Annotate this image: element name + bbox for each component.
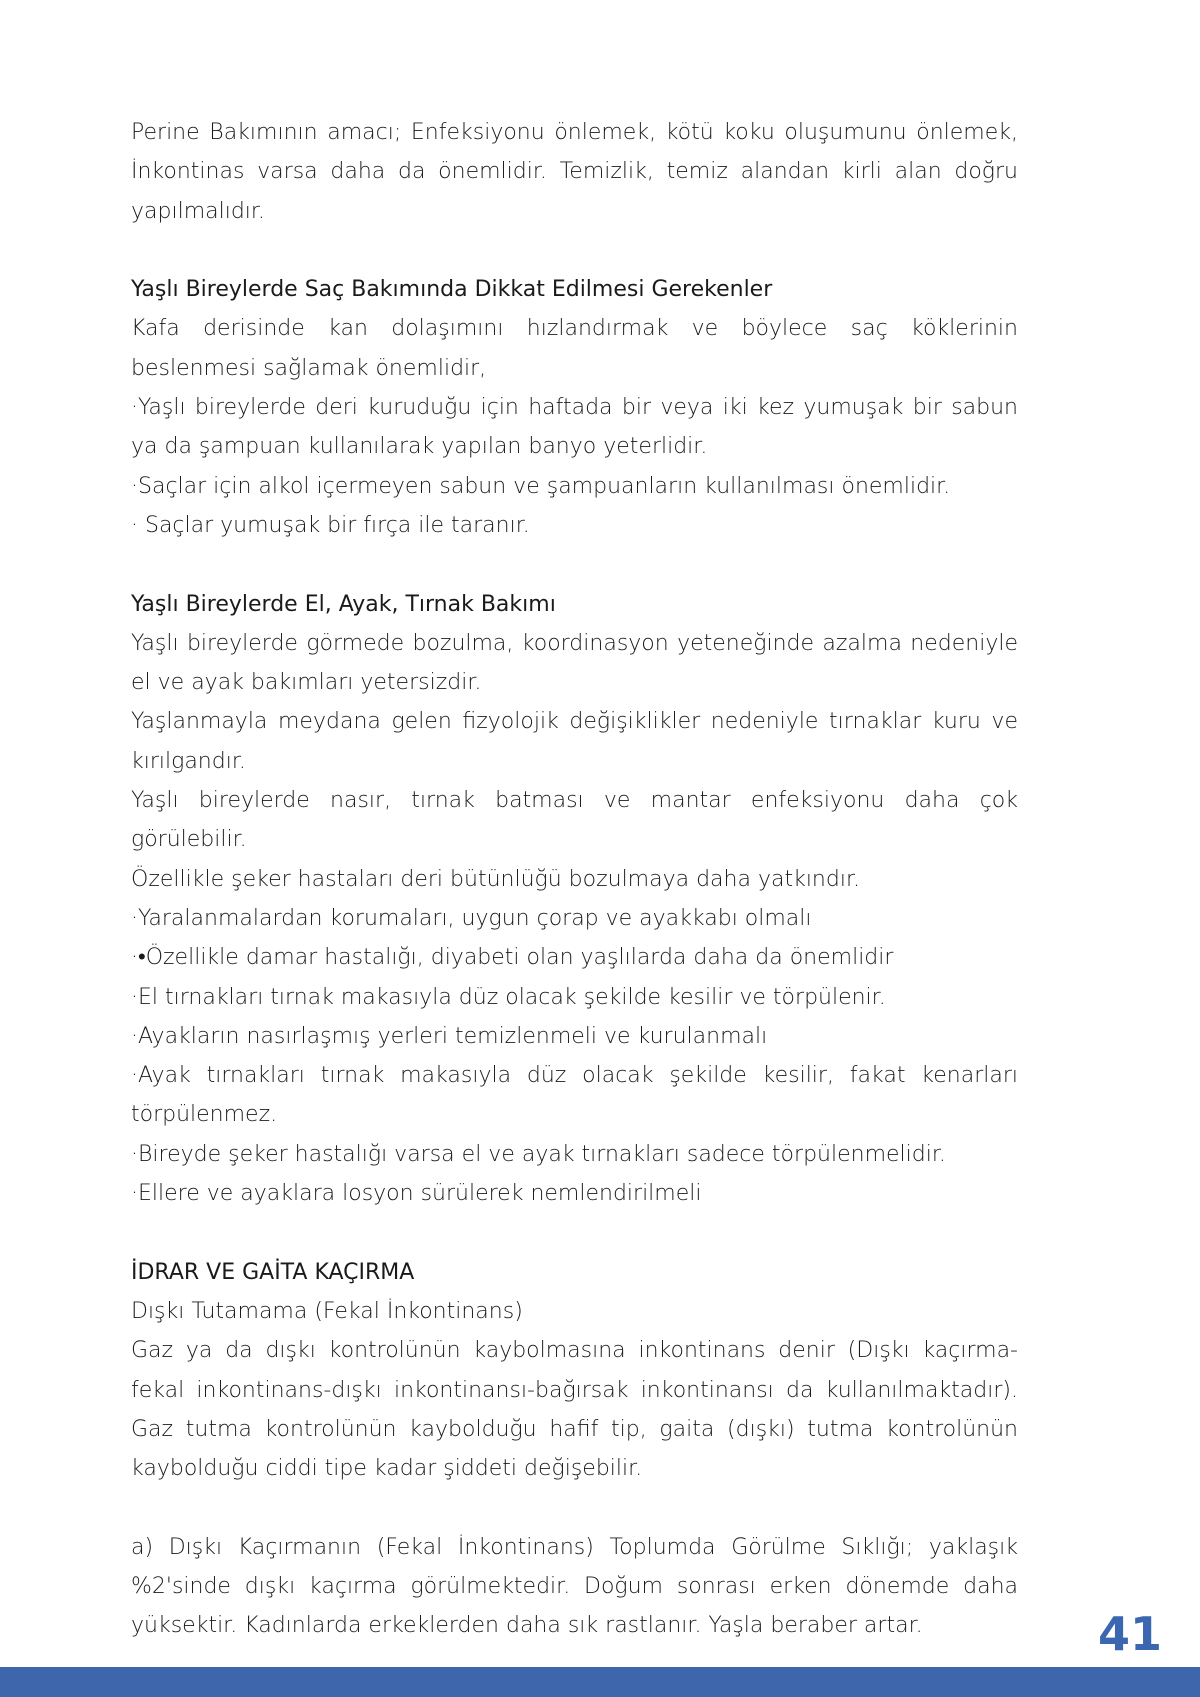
incontinence-frequency-paragraph: a) Dışkı Kaçırmanın (Fekal İnkontinans) Toplumda Görülme Sıklığı; yaklaşık %2'sinde dışkı kaçırma görülmektedir. Doğum sonrası erken dönemde daha yüksektir. Kadınlarda erkeklerden daha sık rastlanır. Yaşla beraber artar. xyxy=(131,1534,1018,1639)
hair-care-bullet: ·Yaşlı bireylerde deri kuruduğu için haftada bir veya iki kez yumuşak bir sabun ya da şampuan kullanılarak yapılan banyo yeterlidir. xyxy=(131,395,1018,460)
hand-foot-nail-paragraph: Yaşlı bireylerde nasır, tırnak batması ve mantar enfeksiyonu daha çok görülebilir. xyxy=(131,788,1018,853)
section-spacer xyxy=(131,545,1018,584)
hair-care-paragraph: Kafa derisinde kan dolaşımını hızlandırmak ve böylece saç köklerinin beslenmesi sağlamak önemlidir, xyxy=(131,316,1018,381)
footer-bar xyxy=(0,1667,1200,1697)
hand-foot-nail-paragraph: Yaşlı bireylerde görmede bozulma, koordinasyon yeteneğinde azalma nedeniyle el ve ayak bakımları yetersizdir. xyxy=(131,630,1018,696)
hand-foot-nail-heading: Yaşlı Bireylerde El, Ayak, Tırnak Bakımı xyxy=(131,591,556,617)
section-spacer xyxy=(131,1488,1018,1527)
hand-foot-nail-bullet: ·Ellere ve ayaklara losyon sürülerek nemlendirilmeli xyxy=(131,1181,702,1207)
hand-foot-nail-bullet: ·Bireyde şeker hastalığı varsa el ve ayak tırnakları sadece törpülenmelidir. xyxy=(131,1141,946,1167)
hair-care-heading: Yaşlı Bireylerde Saç Bakımında Dikkat Edilmesi Gerekenler xyxy=(131,277,773,303)
hand-foot-nail-bullet: ·•Özellikle damar hastalığı, diyabeti olan yaşlılarda daha da önemlidir xyxy=(131,945,894,971)
hand-foot-nail-paragraph: Özellikle şeker hastaları deri bütünlüğü bozulmaya daha yatkındır. xyxy=(131,866,860,892)
incontinence-subheading: Dışkı Tutamama (Fekal İnkontinans) xyxy=(131,1298,523,1324)
hand-foot-nail-bullet: ·Ayakların nasırlaşmış yerleri temizlenmeli ve kurulanmalı xyxy=(131,1023,768,1049)
section-spacer xyxy=(131,1213,1018,1252)
hair-care-bullet: ·Saçlar için alkol içermeyen sabun ve şampuanların kullanılması önemlidir. xyxy=(131,473,951,499)
hand-foot-nail-bullet: ·El tırnakları tırnak makasıyla düz olacak şekilde kesilir ve törpülenir. xyxy=(131,984,886,1010)
hand-foot-nail-bullet: ·Yaralanmalardan korumaları, uygun çorap ve ayakkabı olmalı xyxy=(131,905,812,931)
hand-foot-nail-paragraph: Yaşlanmayla meydana gelen fizyolojik değişiklikler nedeniyle tırnaklar kuru ve kırılgandır. xyxy=(131,709,1018,774)
incontinence-heading: İDRAR VE GAİTA KAÇIRMA xyxy=(131,1259,415,1285)
page-body xyxy=(131,113,1018,1646)
intro-paragraph: Perine Bakımının amacı; Enfeksiyonu önlemek, kötü koku oluşumunu önlemek, İnkontinas varsa daha da önemlidir. Temizlik, temiz alandan kirli alan doğru yapılmalıdır. xyxy=(131,120,1018,224)
section-spacer xyxy=(131,231,1018,270)
incontinence-paragraph: Gaz ya da dışkı kontrolünün kaybolmasına inkontinans denir (Dışkı kaçırma-fekal inkontinans-dışkı inkontinansı-bağırsak inkontinansı da kullanılmaktadır). Gaz tutma kontrolünün kaybolduğu hafif tip, gaita (dışkı) tutma kontrolünün kaybolduğu ciddi tipe kadar şiddeti değişebilir. xyxy=(131,1338,1018,1482)
hand-foot-nail-bullet: ·Ayak tırnakları tırnak makasıyla düz olacak şekilde kesilir, fakat kenarları törpülenmez. xyxy=(131,1063,1018,1128)
hair-care-bullet: · Saçlar yumuşak bir fırça ile taranır. xyxy=(131,512,530,538)
page-number: 41 xyxy=(1097,1607,1162,1661)
